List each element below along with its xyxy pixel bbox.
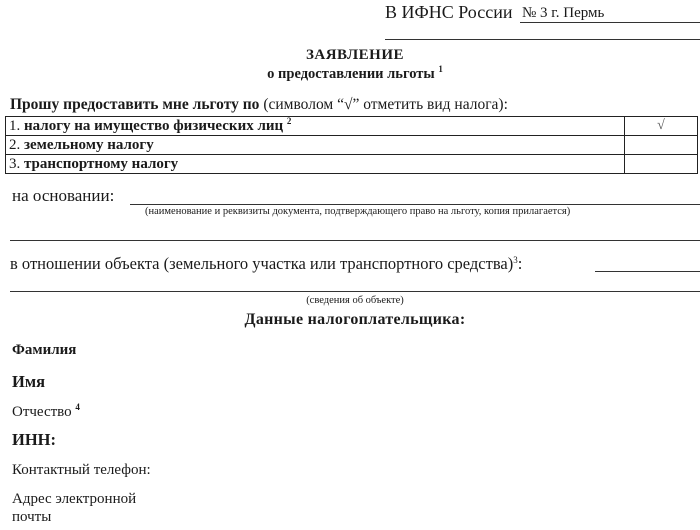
object-label-text: в отношении объекта (земельного участка или транспортного средства) — [10, 254, 514, 273]
document-subtitle — [0, 66, 700, 83]
tax-option-transport — [6, 155, 625, 174]
object-colon: : — [517, 254, 523, 273]
footnote-marker: 4 — [75, 402, 80, 412]
checkmark-cell-land[interactable] — [625, 136, 698, 155]
inn-label: ИНН: — [12, 430, 56, 449]
patronymic-label — [12, 404, 80, 421]
addressee-underline — [520, 22, 700, 23]
addressee-second-line[interactable] — [385, 39, 700, 40]
object-second-line[interactable] — [10, 291, 700, 292]
document-title: ЗАЯВЛЕНИЕ — [305, 47, 405, 63]
surname-label: Фамилия — [12, 342, 77, 358]
row-label: налогу на имущество физических лиц — [24, 118, 284, 134]
tax-option-property — [6, 117, 625, 136]
object-input-line[interactable] — [595, 271, 700, 272]
table-row — [6, 155, 698, 174]
table-row — [6, 136, 698, 155]
email-label: Адрес электронной почты — [12, 491, 137, 525]
addressee-label: В ИФНС России — [385, 2, 513, 22]
footnote-marker: 1 — [438, 64, 443, 74]
name-label: Имя — [12, 372, 45, 391]
row-number: 2. — [9, 137, 21, 153]
basis-label: на основании: — [12, 186, 115, 205]
request-instruction: (символом “√” отметить вид налога): — [263, 96, 508, 113]
footnote-marker: 2 — [286, 116, 292, 126]
request-line — [10, 96, 508, 114]
row-label: земельному налогу — [24, 137, 154, 153]
basis-hint: (наименование и реквизиты документа, подтверждающего право на льготу, копия прилагается) — [145, 206, 571, 217]
subtitle-text: о предоставлении льготы — [267, 66, 435, 82]
object-label — [10, 254, 522, 274]
patronymic-text: Отчество — [12, 404, 72, 420]
basis-second-line[interactable] — [10, 240, 700, 241]
addressee-value[interactable]: № 3 г. Пермь — [522, 5, 605, 21]
checkmark-cell-property[interactable]: √ — [625, 117, 698, 136]
request-bold-text: Прошу предоставить мне льготу по — [10, 96, 260, 113]
footnote-marker: 3 — [513, 255, 518, 265]
row-number: 3. — [9, 156, 21, 172]
object-hint: (сведения об объекте) — [306, 295, 404, 306]
phone-label: Контактный телефон: — [12, 462, 151, 478]
checkmark-cell-transport[interactable] — [625, 155, 698, 174]
taxpayer-section-title: Данные налогоплательщика: — [244, 311, 466, 328]
tax-option-land — [6, 136, 625, 155]
table-row — [6, 117, 698, 136]
row-label: транспортному налогу — [24, 156, 179, 172]
basis-input-line[interactable] — [130, 204, 700, 205]
row-number: 1. — [9, 118, 21, 134]
tax-type-table — [5, 116, 698, 174]
